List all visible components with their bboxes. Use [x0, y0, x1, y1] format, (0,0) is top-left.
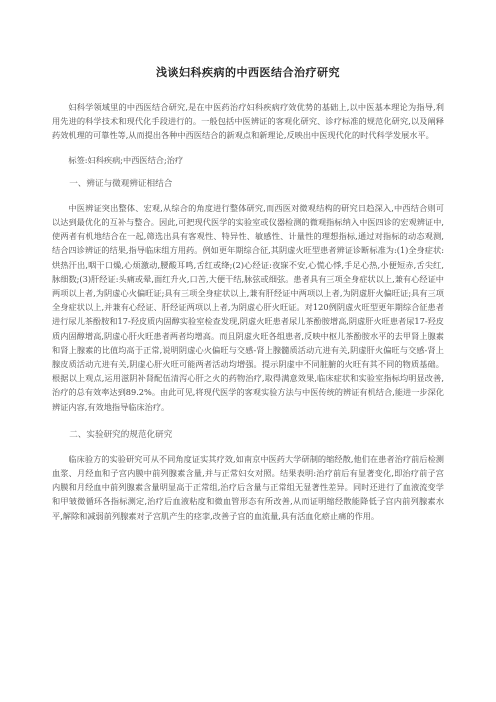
section-heading-2: 二、实验研究的规范化研究 — [69, 429, 173, 440]
abstract-paragraph: 妇科学领域里的中西医结合研究,是在中医药治疗妇科疾病疗效优势的基础上,以中医基本理论为指导,利用先进的科学技术和现代化手段进行的。一般包括中医辨证的客观化研究、诊疗标准的规范化研究,以及阐释药效机理的可靠性等,从而提出各种中西医结合的新观点和新理论,反映出中医现代化的时代科学发展水平。 — [52, 102, 444, 141]
section-body-1: 中医辨证突出整体、宏观,从综合的角度进行整体研究,而西医对微观结构的研究日趋深入,中西结合则可以达到最优化的互补与整合。因此,可把现代医学的实验室或仪器检测的微观指标纳入中医四诊的宏观辨证中,使两者有机地结合在一起,筛选出具有客观性、特异性、敏感性、计量性的理想指标,通过对指标的动态观测,结合四诊辨证的结果,指导临床组方用药。例如更年期综合征,其阴虚火旺型患者辨证诊断标准为:(1)全身症状:烘热汗出,咽干口燥,心烦激动,腰酸耳鸣,舌红或绛;(2)心经证:夜寐不安,心慌心悸,手足心热,小便短赤,舌尖红,脉细数;(3)肝经证:头痛或晕,面红升火,口苦,大便干结,脉弦或细弦。患者具有三项全身症状以上,兼有心经证中两项以上者,为阴虚心火偏旺证;具有三项全身症状以上,兼有肝经证中两项以上者,为阴虚肝火偏旺证;具有三项全身症状以上,并兼有心经证、肝经证两项以上者,为阴虚心肝火旺证。对120例阴虚火旺型更年期综合征患者进行尿儿茶酚胺和17-羟皮质内固醇实验室检查发现,阴虚火旺患者尿儿茶酚胺增高,阴虚肝火旺患者尿17-羟皮质内固醇增高,阴虚心肝火旺患者两者均增高。而且阴虚火旺各组患者,反映中枢儿茶酚胺水平的去甲肾上腺素和肾上腺素的比值均高于正常,说明阴虚心火偏旺与交感-肾上腺髓质活动亢进有关,阴虚肝火偏旺与交感-肾上腺皮质活动亢进有关,阴虚心肝火旺可能两者活动均增强。提示阴虚中不同脏腑的火旺有其不同的物质基础。根据以上观点,运用滋阴补肾配伍清泻心肝之火的药物治疗,取得满意效果,临床症状和实验室指标均明显改善,治疗的总有效率达到89.2%。由此可见,将现代医学的客观实验方法与中医传统的辨证有机结合,能进一步深化辨证内容,有效地指导临床治疗。 — [52, 202, 444, 412]
section-body-2: 临床验方的实验研究可从不同角度证实其疗效,如南京中医药大学研制的缩经散,他们在患者治疗前后检测血浆、月经血和子宫内膜中前列腺素含量,并与正常妇女对照。结果表明:治疗前后有显著变化,即治疗前子宫内膜和月经血中前列腺素含量明显高于正常组,治疗后含量与正常组无显著性差异。同时还进行了血液流变学和甲皱微循环各指标测定,治疗后血液粘度和微血管形态有所改善,从而证明缩经散能降低子宫内前列腺素水平,解除和减弱前列腺素对子宫肌产生的痉挛,改善子宫的血流量,具有活血化瘀止痛的作用。 — [52, 453, 444, 521]
section-heading-1: 一、辨证与微观辨证相结合 — [69, 178, 173, 189]
document-title: 浅谈妇科疾病的中西医结合治疗研究 — [156, 66, 340, 79]
keywords-line: 标签:妇科疾病;中西医结合;治疗 — [68, 154, 184, 165]
